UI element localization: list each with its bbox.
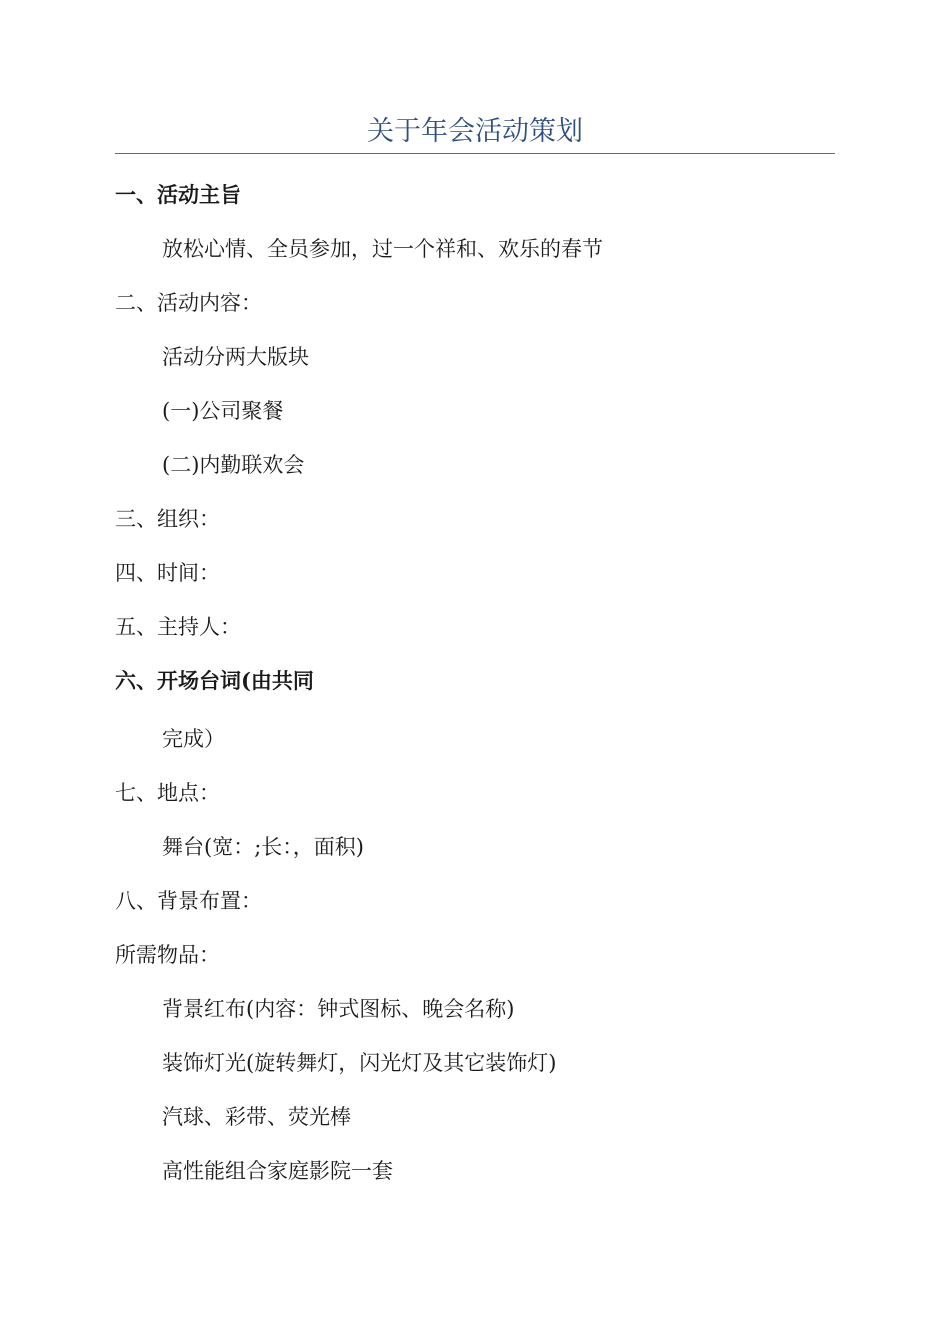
section-heading-background: 八、背景布置： — [115, 889, 262, 913]
body-line: 活动分两大版块 — [162, 345, 309, 369]
section-heading-host: 五、主持人： — [115, 615, 241, 639]
body-line: 放松心情、全员参加，过一个祥和、欢乐的春节 — [162, 237, 603, 261]
section-heading-content: 二、活动内容： — [115, 291, 262, 315]
body-line: 背景红布(内容：钟式图标、晚会名称) — [162, 997, 515, 1021]
section-heading-location: 七、地点： — [115, 781, 220, 805]
body-line: 完成） — [162, 727, 225, 751]
section-heading-materials: 所需物品： — [115, 943, 220, 967]
body-line: 舞台(宽：;长：，面积) — [162, 835, 364, 859]
body-line: (一)公司聚餐 — [162, 399, 284, 423]
section-heading-time: 四、时间： — [115, 561, 220, 585]
body-line: (二)内勤联欢会 — [162, 453, 305, 477]
section-heading-organization: 三、组织： — [115, 507, 220, 531]
section-heading-opening: 六、开场台词(由共同 — [115, 668, 314, 693]
section-heading-purpose: 一、活动主旨 — [115, 182, 241, 207]
body-line: 汽球、彩带、荧光棒 — [162, 1105, 351, 1129]
body-line: 高性能组合家庭影院一套 — [162, 1159, 393, 1183]
document-title: 关于年会活动策划 — [367, 116, 583, 147]
title-underline — [115, 153, 835, 154]
body-line: 装饰灯光(旋转舞灯，闪光灯及其它装饰灯) — [162, 1051, 557, 1075]
